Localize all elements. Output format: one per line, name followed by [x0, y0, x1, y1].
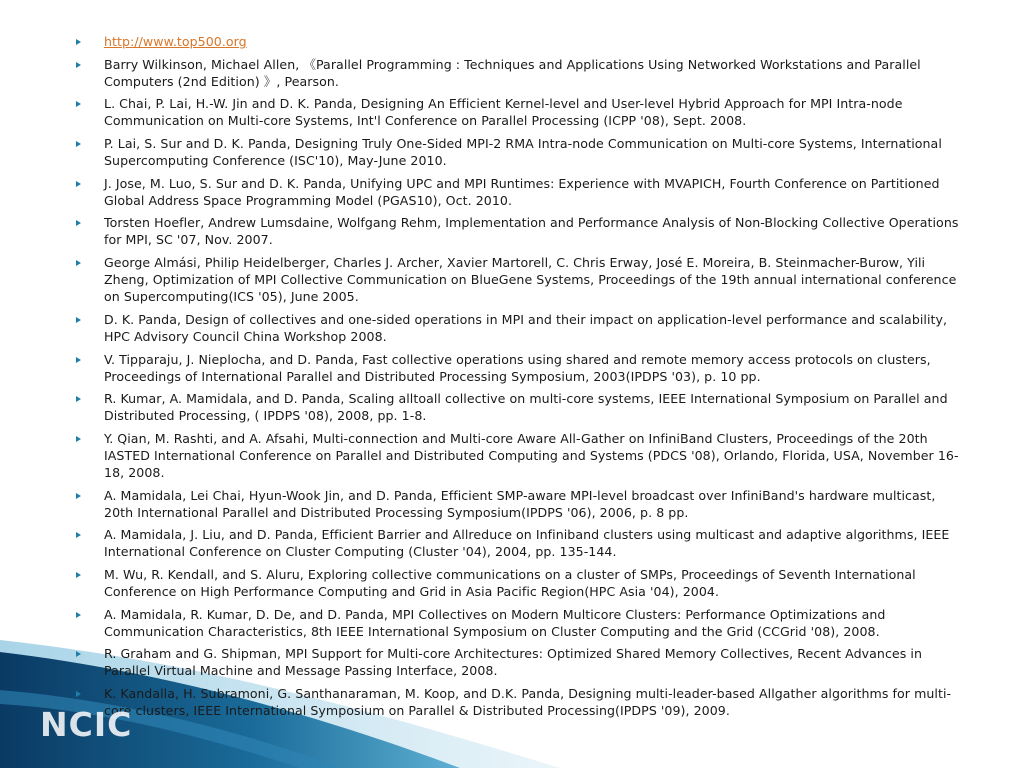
reference-item: [76, 606, 964, 640]
bullet-arrow-icon: [76, 181, 81, 187]
reference-item: [76, 566, 964, 600]
bullet-arrow-icon: [76, 39, 81, 45]
bullet-arrow-icon: [76, 357, 81, 363]
bullet-arrow-icon: [76, 612, 81, 618]
reference-item: [76, 487, 964, 521]
reference-url-link[interactable]: http://www.top500.org: [104, 34, 247, 49]
bullet-arrow-icon: [76, 396, 81, 402]
reference-text: L. Chai, P. Lai, H.-W. Jin and D. K. Panda, Designing An Efficient Kernel-level and User-level Hybrid Approach for MPI Intra-node Communication on Multi-core Systems, Int'l Conference on Parallel Processing (ICPP '08), Sept. 2008.: [104, 96, 903, 129]
reference-item: [76, 56, 964, 90]
reference-list: [76, 33, 964, 725]
reference-item: [76, 390, 964, 424]
reference-text: Y. Qian, M. Rashti, and A. Afsahi, Multi-connection and Multi-core Aware All-Gather on InfiniBand Clusters, Proceedings of the 20th IASTED International Conference on Parallel and Distributed Computing and Systems (PDCS '08), Orlando, Florida, USA, November 16-18, 2008.: [104, 430, 959, 480]
bullet-arrow-icon: [76, 651, 81, 657]
reference-item: [76, 351, 964, 385]
bullet-arrow-icon: [76, 317, 81, 323]
reference-text: A. Mamidala, R. Kumar, D. De, and D. Panda, MPI Collectives on Modern Multicore Clusters: Performance Optimizations and Communication Characteristics, 8th IEEE International Symposium on Cluster Computing and the Grid (CCGrid '08), 2008.: [104, 606, 886, 639]
reference-item: [76, 645, 964, 679]
reference-text: George Almási, Philip Heidelberger, Charles J. Archer, Xavier Martorell, C. Chris Erway, José E. Moreira, B. Steinmacher-Burow, Yili Zheng, Optimization of MPI Collective Communication on BlueGene Systems, Proceedings of the 19th annual international conference on Supercomputing(ICS '05), June 2005.: [104, 255, 957, 305]
bullet-arrow-icon: [76, 220, 81, 226]
reference-text: M. Wu, R. Kendall, and S. Aluru, Exploring collective communications on a cluster of SMPs, Proceedings of Seventh International Conference on High Performance Computing and Grid in Asia Pacific Region(HPC Asia '04), 2004.: [104, 566, 916, 599]
reference-item: [76, 95, 964, 129]
reference-text: A. Mamidala, Lei Chai, Hyun-Wook Jin, and D. Panda, Efficient SMP-aware MPI-level broadcast over InfiniBand's hardware multicast, 20th International Parallel and Distributed Processing Symposium(IPDPS '06), 2006, p. 8 pp.: [104, 487, 936, 520]
reference-item: [76, 214, 964, 248]
reference-item: [76, 135, 964, 169]
reference-text: Torsten Hoefler, Andrew Lumsdaine, Wolfgang Rehm, Implementation and Performance Analysis of Non-Blocking Collective Operations for MPI, SC '07, Nov. 2007.: [104, 215, 959, 248]
reference-text: R. Kumar, A. Mamidala, and D. Panda, Scaling alltoall collective on multi-core systems, IEEE International Symposium on Parallel and Distributed Processing, ( IPDPS '08), 2008, pp. 1-8.: [104, 391, 948, 424]
reference-text: V. Tipparaju, J. Nieplocha, and D. Panda, Fast collective operations using shared and remote memory access protocols on clusters, Proceedings of International Parallel and Distributed Processing Symposium, 2003(IPDPS '03), p. 10 pp.: [104, 351, 931, 384]
reference-item: [76, 175, 964, 209]
reference-link-item: [76, 33, 964, 50]
reference-text: J. Jose, M. Luo, S. Sur and D. K. Panda, Unifying UPC and MPI Runtimes: Experience with MVAPICH, Fourth Conference on Partitioned Global Address Space Programming Model (PGAS10), Oct. 2010.: [104, 175, 940, 208]
bullet-arrow-icon: [76, 260, 81, 266]
reference-text: K. Kandalla, H. Subramoni, G. Santhanaraman, M. Koop, and D.K. Panda, Designing multi-leader-based Allgather algorithms for multi-core clusters, IEEE International Symposium on Parallel & Distributed Processing(IPDPS '09), 2009.: [104, 686, 952, 718]
bullet-arrow-icon: [76, 532, 81, 538]
bullet-arrow-icon: [76, 436, 81, 442]
bullet-arrow-icon: [76, 101, 81, 107]
reference-item: [76, 254, 964, 305]
bullet-arrow-icon: [76, 62, 81, 68]
bullet-arrow-icon: [76, 572, 81, 578]
reference-text: P. Lai, S. Sur and D. K. Panda, Designing Truly One-Sided MPI-2 RMA Intra-node Communication on Multi-core Systems, International Supercomputing Conference (ISC'10), May-June 2010.: [104, 136, 942, 169]
reference-item: [76, 430, 964, 481]
reference-item: [76, 685, 964, 719]
reference-text: A. Mamidala, J. Liu, and D. Panda, Efficient Barrier and Allreduce on Infiniband clusters using multicast and adaptive algorithms, IEEE International Conference on Cluster Computing (Cluster '04), 2004, pp. 135-144.: [104, 527, 950, 560]
bullet-arrow-icon: [76, 493, 81, 499]
reference-text: Barry Wilkinson, Michael Allen, 《Parallel Programming : Techniques and Applications Using Networked Workstations and Parallel Computers (2nd Edition) 》, Pearson.: [104, 56, 921, 89]
reference-text: D. K. Panda, Design of collectives and one-sided operations in MPI and their impact on application-level performance and scalability, HPC Advisory Council China Workshop 2008.: [104, 311, 948, 344]
bullet-arrow-icon: [76, 691, 81, 697]
ncic-logo: NCIC: [40, 705, 133, 744]
bullet-arrow-icon: [76, 141, 81, 147]
reference-text: R. Graham and G. Shipman, MPI Support for Multi-core Architectures: Optimized Shared Memory Collectives, Recent Advances in Parallel Virtual Machine and Message Passing Interface, 2008.: [104, 646, 922, 679]
reference-item: [76, 526, 964, 560]
reference-item: [76, 311, 964, 345]
